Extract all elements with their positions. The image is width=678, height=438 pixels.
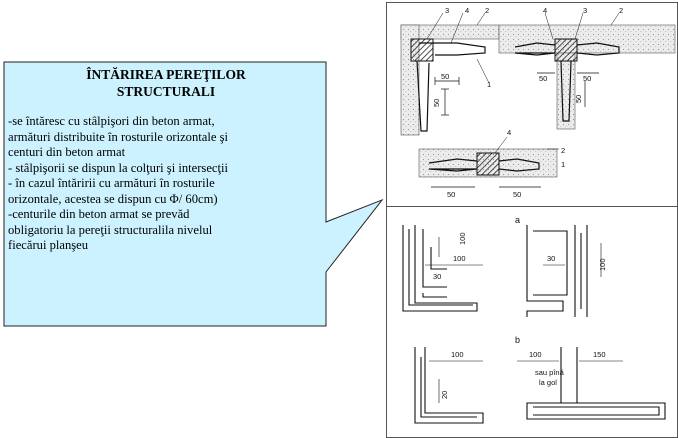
label-2: 2 <box>561 146 566 155</box>
callout-line: obligatoriu la pereţii structuralila nivelul <box>8 222 213 237</box>
label-b: b <box>515 335 521 345</box>
callout-line: - stâlpişorii se dispun la colţuri şi intersecţii <box>8 160 229 175</box>
dimension-100: 100 <box>458 232 467 245</box>
t-intersection-detail <box>499 6 675 129</box>
detail-a-intersection <box>527 225 601 317</box>
label-3: 3 <box>583 6 588 15</box>
callout-line: - în cazul întăririi cu armături în rosturile <box>8 176 215 190</box>
dimension-100: 100 <box>598 258 607 271</box>
label-3: 3 <box>445 6 450 15</box>
dimension-150: 150 <box>593 350 606 359</box>
note-sau-pina: sau pînă <box>535 368 564 377</box>
callout-title-line2: STRUCTURALI <box>116 84 216 99</box>
detail-b-corner <box>415 347 483 423</box>
callout-line: fiecărui planşeu <box>8 238 89 252</box>
label-2: 2 <box>619 6 624 15</box>
dimension-30: 30 <box>547 254 556 263</box>
label-4: 4 <box>507 128 512 137</box>
callout-title <box>8 66 324 100</box>
callout-line: -centurile din beton armat se prevăd <box>8 207 190 221</box>
dimension-20: 20 <box>440 390 449 399</box>
dimension-50: 50 <box>539 74 548 83</box>
detail-a-corner <box>403 225 483 311</box>
wall-junction-detail <box>419 128 565 199</box>
callout-title-line1: ÎNTĂRIREA PEREŢILOR <box>86 67 246 82</box>
dimension-100: 100 <box>451 350 464 359</box>
note-la-gol: la gol <box>539 378 557 387</box>
callout-line: orizontale, acestea se dispun cu Φ/ 60cm) <box>8 191 218 206</box>
label-1: 1 <box>561 160 566 169</box>
dimension-50: 50 <box>513 190 522 199</box>
dimension-100: 100 <box>453 254 466 263</box>
callout-line: centuri din beton armat <box>8 145 126 159</box>
label-a: a <box>515 215 521 225</box>
label-2: 2 <box>485 6 490 15</box>
label-4: 4 <box>465 6 470 15</box>
label-4: 4 <box>543 6 548 15</box>
wall-reinforcement-drawing <box>386 2 678 208</box>
bar-detail-drawing <box>386 206 678 438</box>
dimension-50: 50 <box>447 190 456 199</box>
dimension-30: 30 <box>433 272 442 281</box>
callout-line: armături distribuite în rosturile orizontale şi <box>8 129 228 144</box>
dimension-50: 50 <box>583 74 592 83</box>
dimension-50: 50 <box>441 72 450 81</box>
corner-detail <box>401 6 499 135</box>
label-1: 1 <box>487 80 492 89</box>
dimension-50: 50 <box>574 94 583 103</box>
callout-text <box>8 66 324 254</box>
dimension-100: 100 <box>529 350 542 359</box>
callout-line: -se întăresc cu stâlpişori din beton armat, <box>8 114 215 128</box>
dimension-50: 50 <box>432 98 441 107</box>
